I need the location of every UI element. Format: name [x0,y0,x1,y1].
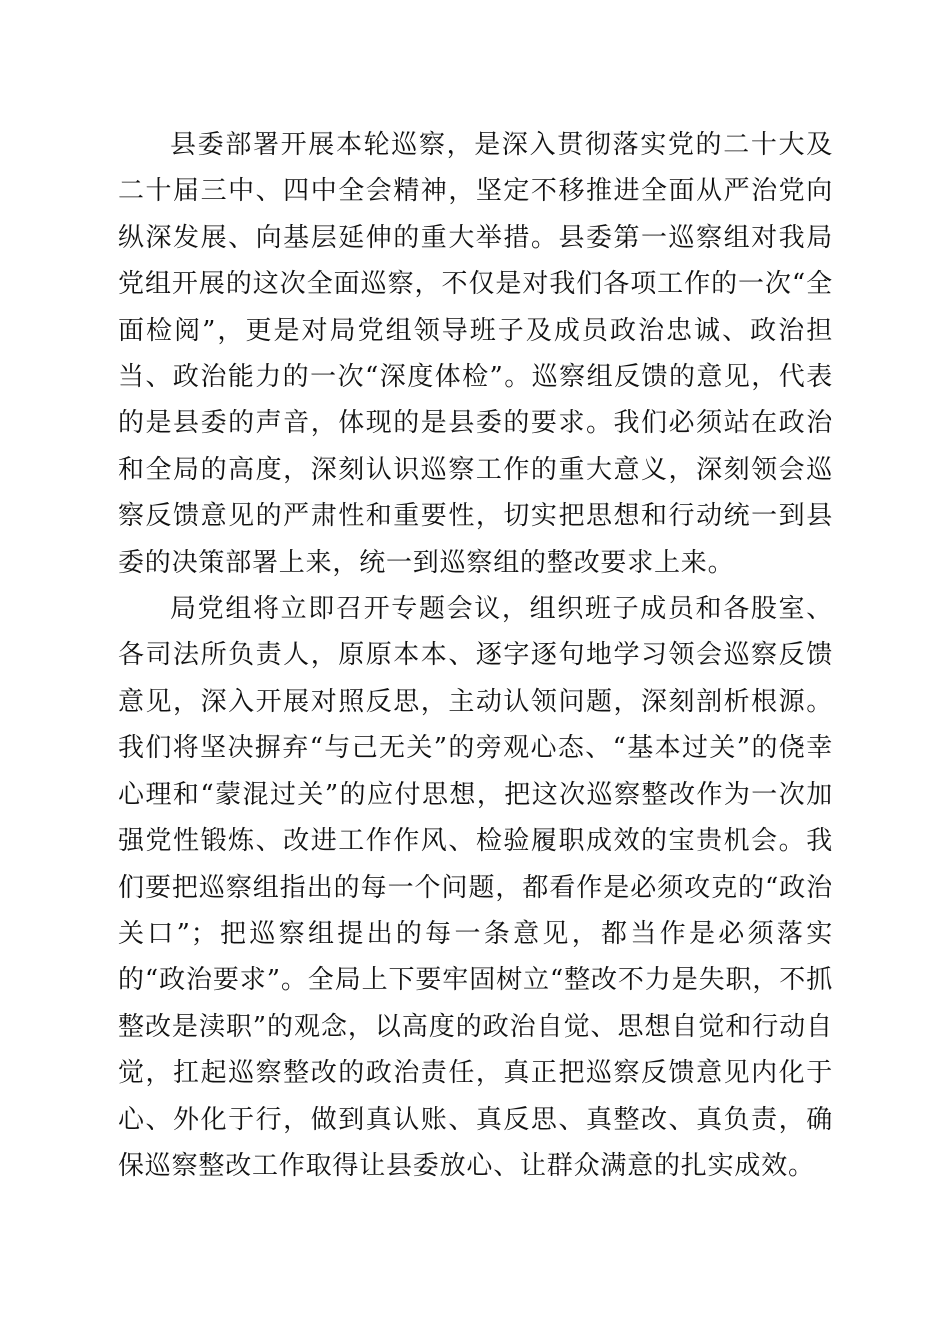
document-body [118,122,833,1189]
paragraph-2: 局党组将立即召开专题会议，组织班子成员和各股室、各司法所负责人，原原本本、逐字逐句地学习领会巡察反馈意见，深入开展对照反思，主动认领问题，深刻剖析根源。我们将坚决摒弃“与己无关”的旁观心态、“基本过关”的侥幸心理和“蒙混过关”的应付思想，把这次巡察整改作为一次加强党性锻炼、改进工作作风、检验履职成效的宝贵机会。我们要把巡察组指出的每一个问题，都看作是必须攻克的“政治关口”；把巡察组提出的每一条意见，都当作是必须落实的“政治要求”。全局上下要牢固树立“整改不力是失职，不抓整改是渎职”的观念，以高度的政治自觉、思想自觉和行动自觉，扛起巡察整改的政治责任，真正把巡察反馈意见内化于心、外化于行，做到真认账、真反思、真整改、真负责，确保巡察整改工作取得让县委放心、让群众满意的扎实成效。 [118,594,833,1181]
paragraph-1: 县委部署开展本轮巡察，是深入贯彻落实党的二十大及二十届三中、四中全会精神，坚定不移推进全面从严治党向纵深发展、向基层延伸的重大举措。县委第一巡察组对我局党组开展的这次全面巡察，不仅是对我们各项工作的一次“全面检阅”，更是对局党组领导班子及成员政治忠诚、政治担当、政治能力的一次“深度体检”。巡察组反馈的意见，代表的是县委的声音，体现的是县委的要求。我们必须站在政治和全局的高度，深刻认识巡察工作的重大意义，深刻领会巡察反馈意见的严肃性和重要性，切实把思想和行动统一到县委的决策部署上来，统一到巡察组的整改要求上来。 [118,130,833,578]
